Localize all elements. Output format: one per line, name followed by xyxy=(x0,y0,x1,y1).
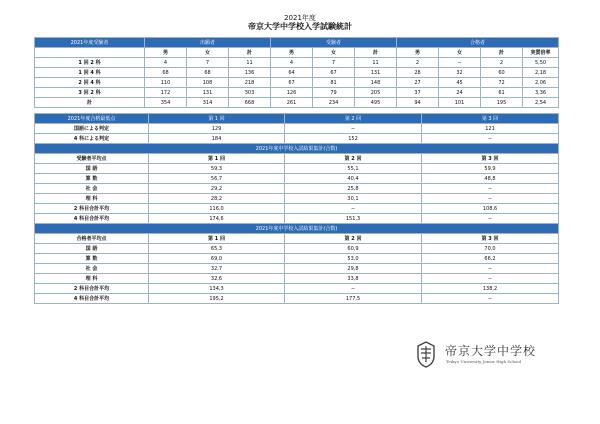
score-row xyxy=(35,174,559,184)
stats-row-label: 1 回 2 科 xyxy=(35,58,145,68)
score-row-label: 理 科 xyxy=(35,274,149,284)
score-value: 32,6 xyxy=(149,274,285,284)
col-round-1: 第 1 回 xyxy=(149,154,285,164)
score-value: 60,9 xyxy=(285,244,422,254)
col-round-2: 第 2 回 xyxy=(285,154,422,164)
ratio-value: 2,18 xyxy=(523,68,559,78)
stats-value: 354 xyxy=(145,98,187,108)
score-value: 66,2 xyxy=(422,254,559,264)
stats-value: 24 xyxy=(439,88,481,98)
stats-value: − xyxy=(439,58,481,68)
score-row xyxy=(35,294,559,304)
stats-value: 68 xyxy=(145,68,187,78)
examinee-avg-label: 受験者平均点 xyxy=(35,154,149,164)
passer-band-row xyxy=(35,224,559,234)
sublabel-total: 計 xyxy=(229,48,271,58)
stats-value: 136 xyxy=(229,68,271,78)
score-row-label: 社 会 xyxy=(35,264,149,274)
stats-value: 37 xyxy=(397,88,439,98)
score-value: 108,6 xyxy=(422,204,559,214)
ratio-value: 2,54 xyxy=(523,98,559,108)
floor-title: 2021年度合格最低点 xyxy=(35,114,149,124)
stats-value: 67 xyxy=(271,78,313,88)
score-value: 195,2 xyxy=(149,294,285,304)
score-row xyxy=(35,164,559,174)
score-row xyxy=(35,204,559,214)
score-row xyxy=(35,134,559,144)
examinee-band-title: 2021年度中学校入試結果集計(合数) xyxy=(35,144,559,154)
document-year: 2021年度 xyxy=(284,14,316,22)
stats-value: 81 xyxy=(313,78,355,88)
ratio-header: 実質倍率 xyxy=(523,48,559,58)
score-value: − xyxy=(285,124,422,134)
school-name: 帝京大学中学校 xyxy=(445,344,537,358)
score-value: 55,1 xyxy=(285,164,422,174)
stats-row-label: 1 回 4 科 xyxy=(35,68,145,78)
stats-value: 45 xyxy=(439,78,481,88)
score-value: 177,5 xyxy=(285,294,422,304)
score-value: 25,8 xyxy=(285,184,422,194)
score-value: 48,8 xyxy=(422,174,559,184)
sublabel-female: 女 xyxy=(313,48,355,58)
score-row xyxy=(35,184,559,194)
score-row-label: 理 科 xyxy=(35,194,149,204)
blank-cell xyxy=(35,48,145,58)
sublabel-male: 男 xyxy=(397,48,439,58)
score-value: − xyxy=(422,294,559,304)
sublabel-female: 女 xyxy=(187,48,229,58)
score-value: 29,8 xyxy=(285,264,422,274)
stats-value: 7 xyxy=(187,58,229,68)
score-row-label: 4 科による判定 xyxy=(35,134,149,144)
stats-value: 27 xyxy=(397,78,439,88)
stats-value: 148 xyxy=(355,78,397,88)
stats-value: 79 xyxy=(313,88,355,98)
score-value: 32,7 xyxy=(149,264,285,274)
group-header-applied: 出願者 xyxy=(145,38,271,48)
sublabel-male: 男 xyxy=(271,48,313,58)
score-value: 33,8 xyxy=(285,274,422,284)
stats-value: 94 xyxy=(397,98,439,108)
stats-value: 495 xyxy=(355,98,397,108)
score-table xyxy=(34,113,559,304)
score-value: 70,0 xyxy=(422,244,559,254)
score-value: − xyxy=(422,264,559,274)
stats-value: 4 xyxy=(271,58,313,68)
floor-header-row xyxy=(35,114,559,124)
stats-value: 131 xyxy=(355,68,397,78)
stats-value: 303 xyxy=(229,88,271,98)
score-value: − xyxy=(422,214,559,224)
score-value: 69,0 xyxy=(149,254,285,264)
score-value: 121 xyxy=(422,124,559,134)
stats-value: 7 xyxy=(313,58,355,68)
score-row-label: 4 科目合計平均 xyxy=(35,294,149,304)
group-header-passed: 合格者 xyxy=(397,38,559,48)
stats-row-header: 2021年度受験者 xyxy=(35,38,145,48)
stats-value: 11 xyxy=(355,58,397,68)
stats-value: 60 xyxy=(481,68,523,78)
score-row-label: 算 数 xyxy=(35,254,149,264)
passer-header-row xyxy=(35,234,559,244)
sublabel-male: 男 xyxy=(145,48,187,58)
stats-value: 172 xyxy=(145,88,187,98)
score-row xyxy=(35,254,559,264)
score-value: 116,0 xyxy=(149,204,285,214)
score-value: 134,3 xyxy=(149,284,285,294)
ratio-value: 3,36 xyxy=(523,88,559,98)
score-value: 29,2 xyxy=(149,184,285,194)
passer-band-title: 2021年度中学校入試結果集計(合数) xyxy=(35,224,559,234)
score-row xyxy=(35,264,559,274)
school-emblem-icon xyxy=(415,340,437,368)
score-value: 40,4 xyxy=(285,174,422,184)
score-value: − xyxy=(422,274,559,284)
stats-value: 195 xyxy=(481,98,523,108)
score-value: 152 xyxy=(285,134,422,144)
applicant-stats-table xyxy=(34,37,559,108)
stats-header-row xyxy=(35,38,559,48)
score-row-label: 2 科目合計平均 xyxy=(35,284,149,294)
sublabel-total: 計 xyxy=(481,48,523,58)
stats-value: 110 xyxy=(145,78,187,88)
stats-value: 314 xyxy=(187,98,229,108)
score-row-label: 社 会 xyxy=(35,184,149,194)
stats-value: 218 xyxy=(229,78,271,88)
passer-body xyxy=(35,244,559,304)
score-value: 59,9 xyxy=(422,164,559,174)
stats-value: 126 xyxy=(271,88,313,98)
score-row-label: 国語による判定 xyxy=(35,124,149,134)
score-value: 151,3 xyxy=(285,214,422,224)
ratio-value: 2,06 xyxy=(523,78,559,88)
score-value: 138,2 xyxy=(422,284,559,294)
score-value: − xyxy=(422,134,559,144)
stats-value: 2 xyxy=(397,58,439,68)
score-value: 59,3 xyxy=(149,164,285,174)
sublabel-female: 女 xyxy=(439,48,481,58)
stats-value: 234 xyxy=(313,98,355,108)
stats-value: 72 xyxy=(481,78,523,88)
score-row xyxy=(35,284,559,294)
school-logo xyxy=(415,340,575,372)
stats-row-label: 計 xyxy=(35,98,145,108)
stats-row-label: 3 回 2 科 xyxy=(35,88,145,98)
score-row-label: 算 数 xyxy=(35,174,149,184)
stats-subheader-row xyxy=(35,48,559,58)
stats-row xyxy=(35,98,559,108)
group-header-examined: 受験者 xyxy=(271,38,397,48)
score-row-label: 2 科目合計平均 xyxy=(35,204,149,214)
score-row xyxy=(35,124,559,134)
score-value: 56,7 xyxy=(149,174,285,184)
document-title: 帝京大学中学校入学試験統計 xyxy=(248,22,352,31)
stats-value: 32 xyxy=(439,68,481,78)
stats-value: 108 xyxy=(187,78,229,88)
col-round-1: 第 1 回 xyxy=(149,234,285,244)
col-round-2: 第 2 回 xyxy=(285,234,422,244)
col-round-2: 第 2 回 xyxy=(285,114,422,124)
stats-value: 11 xyxy=(229,58,271,68)
score-row xyxy=(35,244,559,254)
score-value: 28,2 xyxy=(149,194,285,204)
score-value: − xyxy=(422,194,559,204)
examinee-header-row xyxy=(35,154,559,164)
score-value: − xyxy=(285,284,422,294)
sublabel-total: 計 xyxy=(355,48,397,58)
score-value: 129 xyxy=(149,124,285,134)
stats-value: 261 xyxy=(271,98,313,108)
stats-value: 64 xyxy=(271,68,313,78)
score-row-label: 国 語 xyxy=(35,164,149,174)
score-row xyxy=(35,274,559,284)
ratio-value: 5,50 xyxy=(523,58,559,68)
stats-row xyxy=(35,58,559,68)
stats-row xyxy=(35,78,559,88)
floor-body xyxy=(35,124,559,144)
stats-row-label: 2 回 4 科 xyxy=(35,78,145,88)
score-value: − xyxy=(285,204,422,214)
col-round-3: 第 3 回 xyxy=(422,234,559,244)
examinee-body xyxy=(35,164,559,224)
stats-value: 131 xyxy=(187,88,229,98)
stats-value: 4 xyxy=(145,58,187,68)
score-value: 30,1 xyxy=(285,194,422,204)
examinee-band-row xyxy=(35,144,559,154)
score-value: 65,3 xyxy=(149,244,285,254)
passer-avg-label: 合格者平均点 xyxy=(35,234,149,244)
stats-value: 2 xyxy=(481,58,523,68)
col-round-3: 第 3 回 xyxy=(422,114,559,124)
school-name-english: Teikyo University Junior High School xyxy=(446,359,522,364)
score-value: 174,6 xyxy=(149,214,285,224)
stats-value: 68 xyxy=(187,68,229,78)
score-row-label: 国 語 xyxy=(35,244,149,254)
stats-value: 205 xyxy=(355,88,397,98)
stats-value: 67 xyxy=(313,68,355,78)
stats-body xyxy=(35,58,559,108)
col-round-3: 第 3 回 xyxy=(422,154,559,164)
stats-row xyxy=(35,68,559,78)
score-value: − xyxy=(422,184,559,194)
col-round-1: 第 1 回 xyxy=(149,114,285,124)
score-value: 53,0 xyxy=(285,254,422,264)
stats-value: 61 xyxy=(481,88,523,98)
stats-row xyxy=(35,88,559,98)
score-row xyxy=(35,214,559,224)
score-row xyxy=(35,194,559,204)
stats-value: 28 xyxy=(397,68,439,78)
stats-value: 101 xyxy=(439,98,481,108)
score-row-label: 4 科目合計平均 xyxy=(35,214,149,224)
score-value: 184 xyxy=(149,134,285,144)
stats-value: 668 xyxy=(229,98,271,108)
